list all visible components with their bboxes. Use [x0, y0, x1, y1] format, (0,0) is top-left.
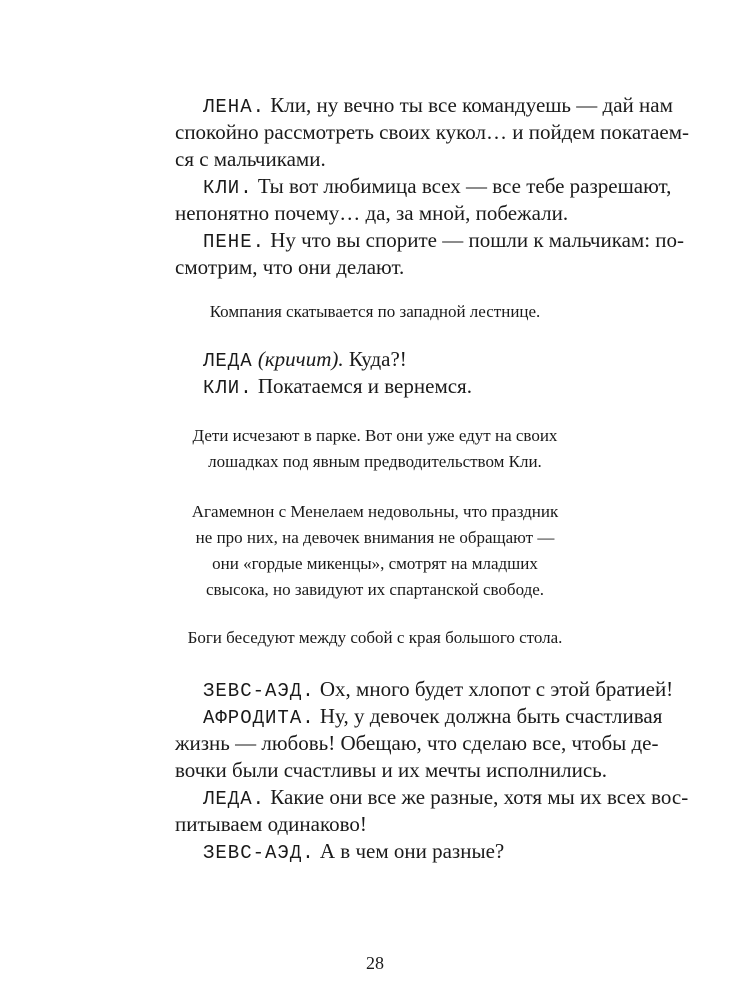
speaker-name: ЛЕДА.	[203, 788, 266, 810]
dialogue-line	[203, 227, 684, 255]
dialogue-text: Ну что вы спорите — пошли к мальчикам: по-	[270, 228, 685, 252]
dialogue-line: непонятно почему… да, за мной, побежали.	[175, 201, 569, 225]
speaker-name: ПЕНЕ.	[203, 231, 266, 253]
dialogue-line: жизнь — любовь! Обещаю, что сделаю все, чтобы де-	[175, 731, 659, 755]
speaker-name: ЛЕДА	[203, 350, 253, 372]
dialogue-line	[203, 373, 472, 401]
speaker-name: ЛЕНА.	[203, 96, 266, 118]
dialogue-line	[203, 703, 662, 731]
dialogue-line: вочки были счастливы и их мечты исполнились.	[175, 758, 607, 782]
dialogue-line	[203, 346, 407, 374]
stage-direction-line: Компания скатывается по западной лестнице.	[209, 302, 541, 321]
dialogue-text: Покатаемся и вернемся.	[257, 374, 472, 398]
dialogue-line	[203, 676, 673, 704]
stage-direction-line: не про них, на девочек внимания не обращают —	[195, 528, 555, 547]
dialogue-line: спокойно рассмотреть своих кукол… и пойдем покатаем-	[175, 120, 689, 144]
dialogue-line: питываем одинаково!	[175, 812, 367, 836]
stage-direction-line: свысока, но завидуют их спартанской свободе.	[205, 580, 545, 599]
dialogue-text: Куда?!	[348, 347, 407, 371]
dialogue-line	[203, 838, 504, 866]
dialogue-text: А в чем они разные?	[319, 839, 505, 863]
speaker-name: ЗЕВС-АЭД.	[203, 680, 315, 702]
stage-direction-line: Боги беседуют между собой с края большого стола.	[187, 628, 563, 647]
stage-direction-line: лошадках под явным предводительством Кли.	[208, 452, 542, 471]
speaker-name: ЗЕВС-АЭД.	[203, 842, 315, 864]
dialogue-line	[203, 92, 673, 120]
dialogue-text: Ты вот любимица всех — все тебе разрешают,	[257, 174, 672, 198]
dialogue-line: ся с мальчиками.	[175, 147, 326, 171]
stage-direction-line: они «гордые микенцы», смотрят на младших	[212, 554, 538, 573]
page-number: 28	[366, 953, 384, 973]
dialogue-text: Какие они все же разные, хотя мы их всех вос-	[270, 785, 689, 809]
dialogue-line: смотрим, что они делают.	[175, 255, 405, 279]
dialogue-text: Кли, ну вечно ты все командуешь — дай нам	[270, 93, 673, 117]
stage-remark: (кричит).	[257, 347, 344, 371]
speaker-name: КЛИ.	[203, 377, 253, 399]
dialogue-line	[203, 173, 671, 201]
dialogue-line	[203, 784, 688, 812]
dialogue-text: Ну, у девочек должна быть счастливая	[319, 704, 663, 728]
speaker-name: АФРОДИТА.	[203, 707, 315, 729]
stage-direction-line: Агамемнон с Менелаем недовольны, что праздник	[191, 502, 559, 521]
stage-direction-line: Дети исчезают в парке. Вот они уже едут на своих	[192, 426, 558, 445]
dialogue-text: Ох, много будет хлопот с этой братией!	[319, 677, 674, 701]
speaker-name: КЛИ.	[203, 177, 253, 199]
